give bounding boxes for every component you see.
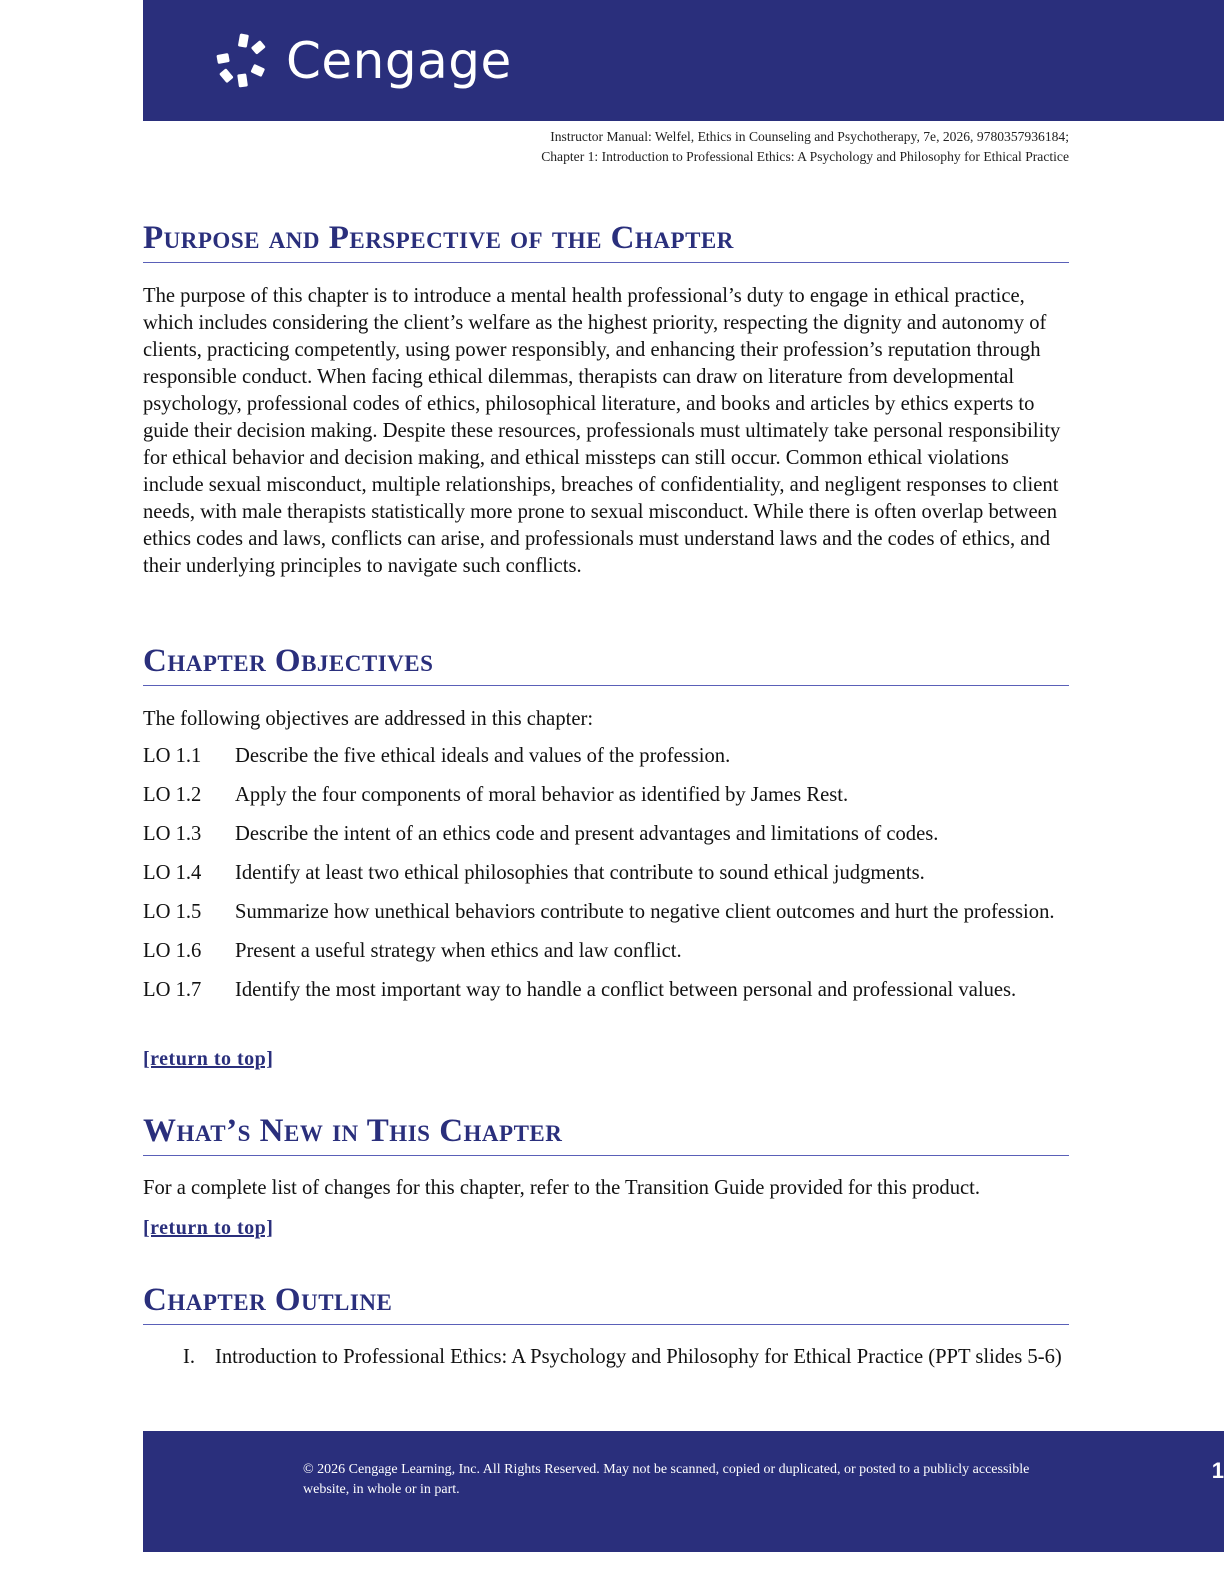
page-number: 1 — [1211, 1458, 1224, 1483]
objective-number: LO 1.7 — [143, 979, 202, 1001]
footer-band — [143, 1431, 1224, 1552]
copyright-notice: © 2026 Cengage Learning, Inc. All Rights Reserved. May not be scanned, copied or duplicated, or posted to a publicly accessible website, in whole or in part. — [303, 1462, 1030, 1497]
objective-text: Identify the most important way to handle a conflict between personal and professional values. — [235, 979, 1017, 1001]
running-header — [541, 127, 1069, 167]
objectives-list — [143, 743, 1073, 1016]
outline-text: Introduction to Professional Ethics: A Psychology and Philosophy for Ethical Practice (PPT slides 5-6) — [215, 1346, 1062, 1368]
brand-name: Cengage — [286, 32, 512, 90]
return-to-top-link[interactable]: [return to top] — [143, 1217, 274, 1239]
objectives-intro: The following objectives are addressed in this chapter: — [143, 708, 594, 730]
objective-number: LO 1.5 — [143, 901, 202, 923]
objective-item — [143, 977, 1073, 1004]
objective-number: LO 1.2 — [143, 784, 202, 806]
objective-item — [143, 899, 1073, 926]
objective-item — [143, 782, 1073, 809]
outline-list — [183, 1344, 1073, 1371]
objective-text: Present a useful strategy when ethics and law conflict. — [235, 940, 682, 962]
whats-new-heading: What’s New in This Chapter — [143, 1111, 1069, 1156]
cengage-starburst-logo-icon — [214, 32, 272, 90]
outline-number: I. — [183, 1346, 196, 1368]
objective-text: Describe the intent of an ethics code and present advantages and limitations of codes. — [235, 823, 939, 845]
outline-heading: Chapter Outline — [143, 1280, 1069, 1325]
objective-item — [143, 860, 1073, 887]
objective-number: LO 1.6 — [143, 940, 202, 962]
running-header-line1: Instructor Manual: Welfel, Ethics in Counseling and Psychotherapy, 7e, 2026, 9780357936184; — [550, 129, 1069, 144]
objective-text: Apply the four components of moral behavior as identified by James Rest. — [235, 784, 849, 806]
objective-number: LO 1.1 — [143, 745, 202, 767]
purpose-paragraph: The purpose of this chapter is to introduce a mental health professional’s duty to engage in ethical practice, which includes considering the client’s welfare as the highest priority, respecting the dignity and autonomy of clients, practicing competently, using power responsibly, and enhancing their profession’s reputation through responsible conduct. When facing ethical dilemmas, therapists can draw on literature from developmental psychology, professional codes of ethics, philosophical literature, and books and articles by ethics experts to guide their decision making. Despite these resources, professionals must ultimately take personal responsibility for ethical behavior and decision making, and ethical missteps can still occur. Common ethical violations include sexual misconduct, multiple relationships, breaches of confidentiality, and negligent responses to client needs, with male therapists statistically more prone to sexual misconduct. While there is often overlap between ethics codes and laws, conflicts can arise, and professionals must understand laws and the codes of ethics, and their underlying principles to navigate such conflicts. — [143, 285, 1061, 577]
running-header-line2: Chapter 1: Introduction to Professional Ethics: A Psychology and Philosophy for Ethical Practice — [541, 149, 1069, 164]
objective-text: Describe the five ethical ideals and values of the profession. — [235, 745, 731, 767]
objective-item — [143, 821, 1073, 848]
objective-number: LO 1.3 — [143, 823, 202, 845]
purpose-heading: Purpose and Perspective of the Chapter — [143, 218, 1069, 263]
objective-number: LO 1.4 — [143, 862, 202, 884]
objective-item — [143, 743, 1073, 770]
whats-new-paragraph: For a complete list of changes for this chapter, refer to the Transition Guide provided for this product. — [143, 1177, 981, 1199]
objectives-heading: Chapter Objectives — [143, 641, 1069, 686]
return-to-top-link[interactable]: [return to top] — [143, 1048, 274, 1070]
objective-text: Identify at least two ethical philosophies that contribute to sound ethical judgments. — [235, 862, 925, 884]
objective-text: Summarize how unethical behaviors contribute to negative client outcomes and hurt the profession. — [235, 901, 1055, 923]
objective-item — [143, 938, 1073, 965]
outline-item — [183, 1344, 1073, 1371]
